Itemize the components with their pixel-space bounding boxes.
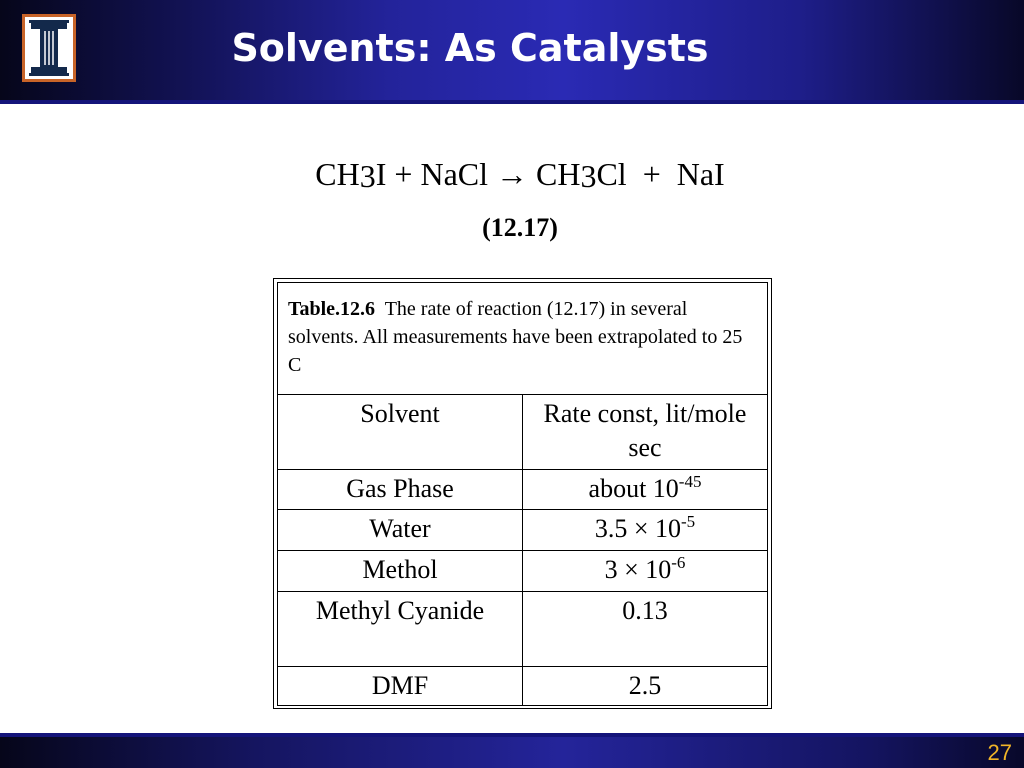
table-row	[278, 470, 768, 510]
table-caption-text: The rate of reaction (12.17) in several solvents. All measurements have been extrapolated to 25 C	[288, 298, 743, 376]
table-caption-label: Table.12.6	[288, 298, 376, 320]
rate-table-frame	[273, 278, 772, 709]
reaction-equation	[0, 150, 1024, 200]
solvent-cell: Gas Phase	[278, 470, 523, 510]
product-1: CH3Cl	[536, 156, 627, 194]
header-row	[278, 395, 768, 470]
table-row	[278, 551, 768, 592]
equation-number: (12.17)	[482, 213, 558, 242]
caption-row	[278, 283, 768, 395]
page-number: 27	[987, 740, 1012, 765]
rate-cell: 2.5	[523, 667, 768, 706]
plus-sign-2: +	[642, 156, 661, 192]
reactant-2: NaCl	[420, 156, 488, 192]
solvent-cell: DMF	[278, 667, 523, 706]
table-row	[278, 667, 768, 706]
table-row	[278, 592, 768, 667]
product-2: NaI	[676, 156, 725, 192]
rate-cell: about $10^{-45}$	[523, 470, 768, 510]
solvent-cell: Methol	[278, 551, 523, 592]
table-caption	[278, 283, 768, 395]
slide-title: Solvents: As Catalysts	[231, 26, 709, 70]
solvent-cell: Water	[278, 510, 523, 551]
table-row	[278, 510, 768, 551]
plus-sign-1: +	[394, 156, 413, 192]
solvent-cell: Methyl Cyanide	[278, 592, 523, 667]
reactant-1: CH3I	[315, 156, 387, 194]
header-divider	[0, 100, 1024, 104]
reaction-arrow: →	[496, 156, 528, 192]
rate-cell: 0.13	[523, 592, 768, 667]
rate-cell: $3.5 \times 10^{-5}$	[523, 510, 768, 551]
rate-cell: $3 \times 10^{-6}$	[523, 551, 768, 592]
rate-table	[277, 282, 768, 706]
footer-bar	[0, 737, 1024, 768]
column-header-solvent: Solvent	[278, 395, 523, 470]
column-header-rate: Rate const, lit/mole sec	[523, 395, 768, 470]
